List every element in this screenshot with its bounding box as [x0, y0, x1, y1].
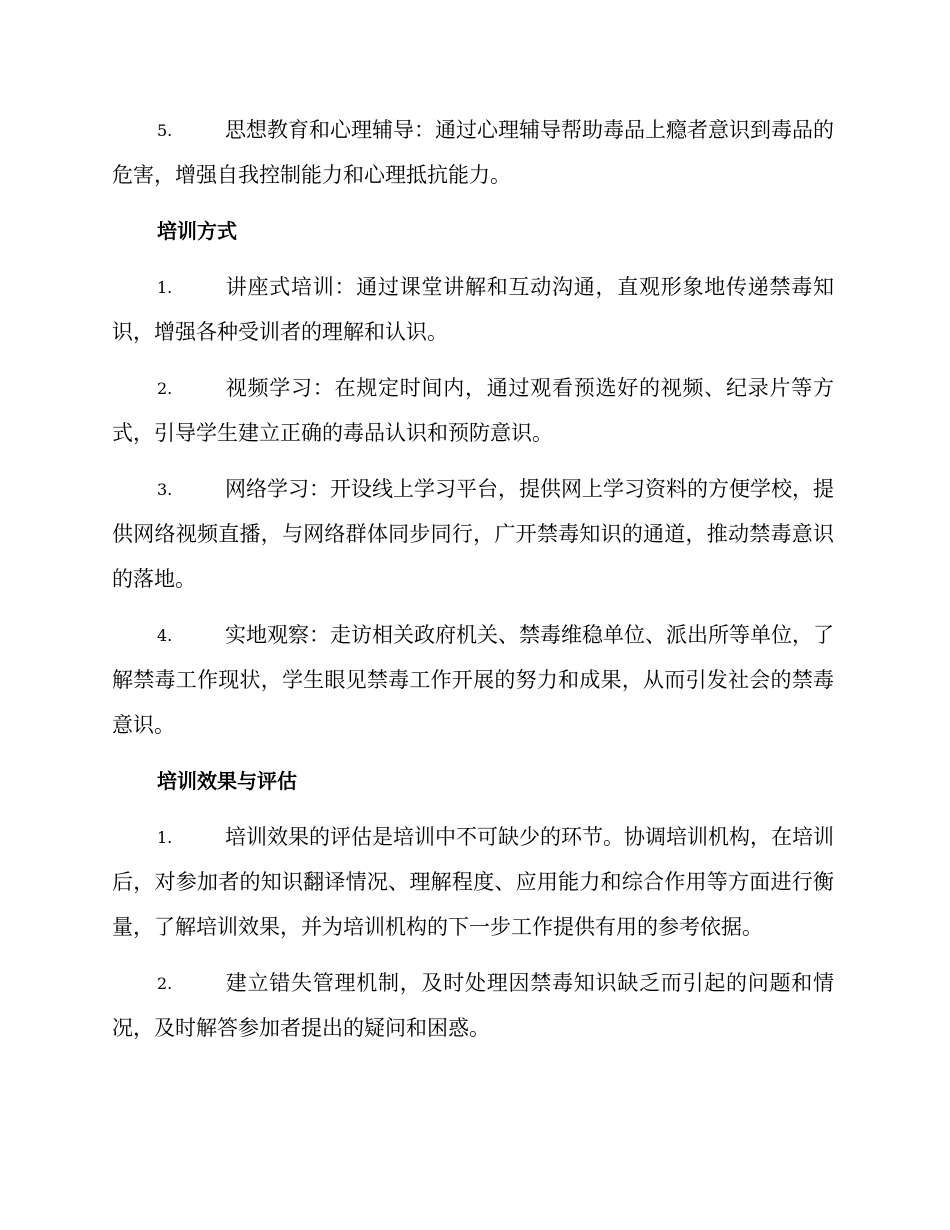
list-number: 5.	[157, 121, 173, 140]
list-number: 3.	[157, 480, 173, 499]
list-item-text: 讲座式培训：通过课堂讲解和互动沟通，直观形象地传递禁毒知识，增强各种受训者的理解和认识。	[112, 275, 834, 344]
list-number: 1.	[157, 278, 173, 297]
list-item-text: 建立错失管理机制，及时处理因禁毒知识缺乏而引起的问题和情况，及时解答参加者提出的疑问和困惑。	[112, 971, 834, 1040]
list-item	[112, 961, 834, 1051]
list-number: 2.	[157, 974, 173, 993]
list-item	[112, 366, 834, 456]
list-item-text: 实地观察：走访相关政府机关、禁毒维稳单位、派出所等单位，了解禁毒工作现状，学生眼见禁毒工作开展的努力和成果，从而引发社会的禁毒意识。	[112, 623, 834, 737]
list-item	[112, 108, 834, 198]
list-item	[112, 815, 834, 950]
list-item-text: 网络学习：开设线上学习平台，提供网上学习资料的方便学校，提供网络视频直播，与网络群体同步同行，广开禁毒知识的通道，推动禁毒意识的落地。	[112, 477, 834, 591]
list-item-text: 培训效果的评估是培训中不可缺少的环节。协调培训机构，在培训后，对参加者的知识翻译情况、理解程度、应用能力和综合作用等方面进行衡量，了解培训效果，并为培训机构的下一步工作提供有用的参考依据。	[112, 825, 834, 939]
list-item-text: 视频学习：在规定时间内，通过观看预选好的视频、纪录片等方式，引导学生建立正确的毒品认识和预防意识。	[112, 376, 834, 445]
list-item	[112, 265, 834, 355]
list-item	[112, 467, 834, 602]
list-number: 2.	[157, 379, 173, 398]
list-item-text: 思想教育和心理辅导：通过心理辅导帮助毒品上瘾者意识到毒品的危害，增强自我控制能力和心理抵抗能力。	[112, 118, 834, 187]
section-heading: 培训方式	[157, 219, 237, 243]
list-number: 1.	[157, 828, 173, 847]
document-body	[112, 108, 834, 1062]
list-number: 4.	[157, 626, 173, 645]
section-heading: 培训效果与评估	[157, 769, 297, 793]
list-item	[112, 613, 834, 748]
